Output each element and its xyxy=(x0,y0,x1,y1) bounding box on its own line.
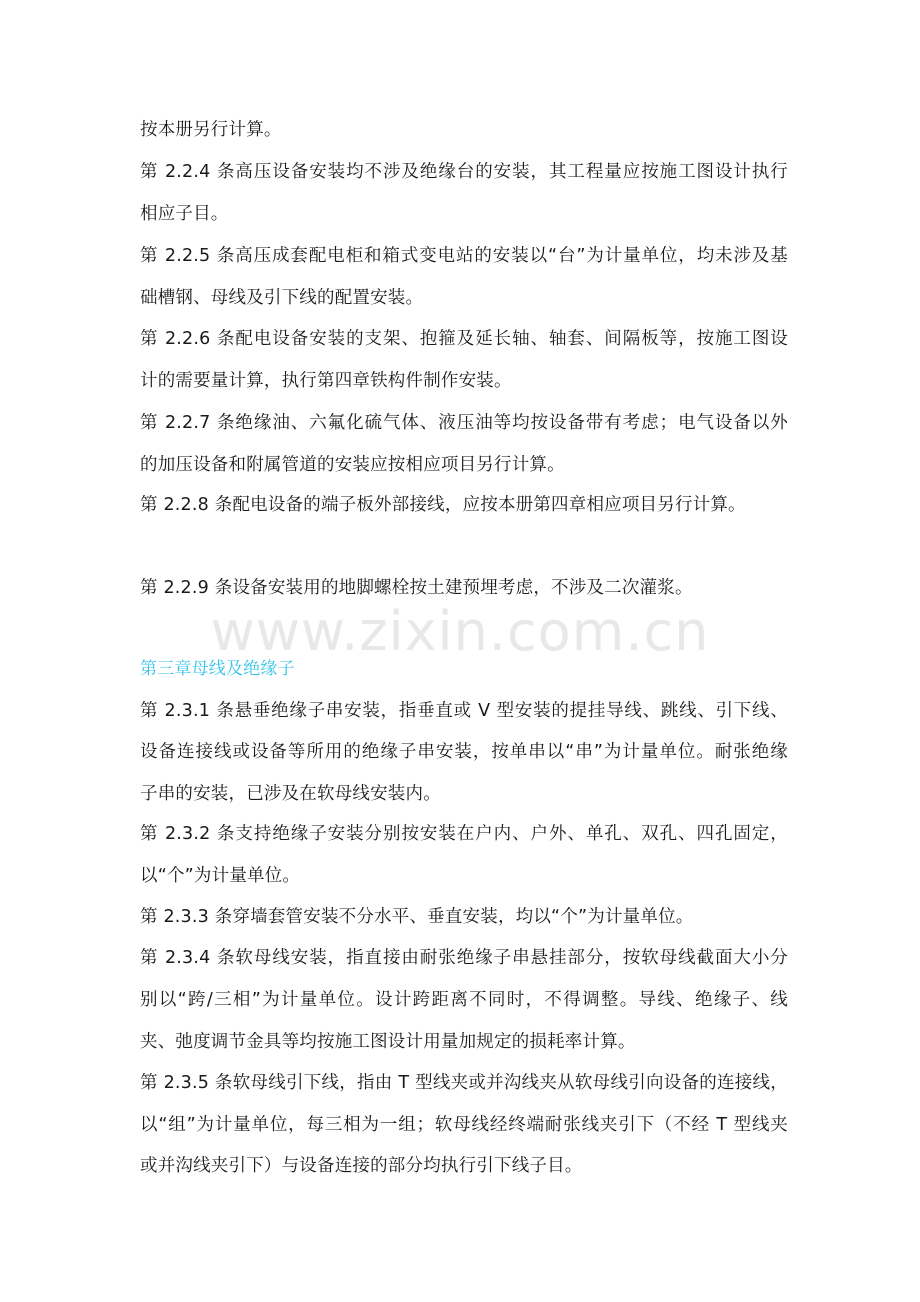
text-line: 的加压设备和附属管道的安装应按相应项目另行计算。 xyxy=(140,455,565,475)
text-line: 按本册另行计算。 xyxy=(140,120,282,140)
text-line: 第 2.2.7 条绝缘油、六氟化硫气体、液压油等均按设备带有考虑；电气设备以外 xyxy=(140,413,788,433)
text-line: 夹、弛度调节金具等均按施工图设计用量加规定的损耗率计算。 xyxy=(140,1032,636,1052)
chapter-heading: 第三章母线及绝缘子 xyxy=(140,659,295,679)
text-line: 第 2.2.4 条高压设备安装均不涉及绝缘台的安装，其工程量应按施工图设计执行 xyxy=(140,162,788,182)
text-line: 计的需要量计算，执行第四章铁构件制作安装。 xyxy=(140,371,512,391)
text-line: 础槽钢、母线及引下线的配置安装。 xyxy=(140,288,424,308)
text-line: 以“个”为计量单位。 xyxy=(140,866,301,886)
text-line: 第 2.3.3 条穿墙套管安装不分水平、垂直安装，均以“个”为计量单位。 xyxy=(140,907,694,927)
text-line: 第 2.3.1 条悬垂绝缘子串安装，指垂直或 V 型安装的提挂导线、跳线、引下线、 xyxy=(140,701,788,721)
text-line: 以“组”为计量单位，每三相为一组；软母线经终端耐张线夹引下（不经 T 型线夹 xyxy=(140,1115,788,1135)
text-line: 子串的安装，已涉及在软母线安装内。 xyxy=(140,784,441,804)
text-line: 第 2.3.2 条支持绝缘子安装分别按安装在户内、户外、单孔、双孔、四孔固定， xyxy=(140,824,788,844)
text-line: 相应子目。 xyxy=(140,204,229,224)
text-line: 别以“跨/三相”为计量单位。设计跨距离不同时，不得调整。导线、绝缘子、线 xyxy=(140,990,788,1010)
text-line: 第 2.2.9 条设备安装用的地脚螺栓按土建预埋考虑，不涉及二次灌浆。 xyxy=(140,578,693,598)
text-line: 第 2.3.4 条软母线安装，指直接由耐张绝缘子串悬挂部分，按软母线截面大小分 xyxy=(140,948,788,968)
text-line: 第 2.2.8 条配电设备的端子板外部接线，应按本册第四章相应项目另行计算。 xyxy=(140,495,746,515)
watermark: www.zixin.com.cn xyxy=(210,600,710,663)
text-line: 或并沟线夹引下）与设备连接的部分均执行引下线子目。 xyxy=(140,1156,583,1176)
text-line: 设备连接线或设备等所用的绝缘子串安装，按单串以“串”为计量单位。耐张绝缘 xyxy=(140,742,788,762)
text-line: 第 2.2.6 条配电设备安装的支架、抱箍及延长轴、轴套、间隔板等，按施工图设 xyxy=(140,329,788,349)
text-line: 第 2.2.5 条高压成套配电柜和箱式变电站的安装以“台”为计量单位，均未涉及基 xyxy=(140,246,788,266)
text-line: 第 2.3.5 条软母线引下线，指由 T 型线夹或并沟线夹从软母线引向设备的连接线， xyxy=(140,1073,788,1093)
